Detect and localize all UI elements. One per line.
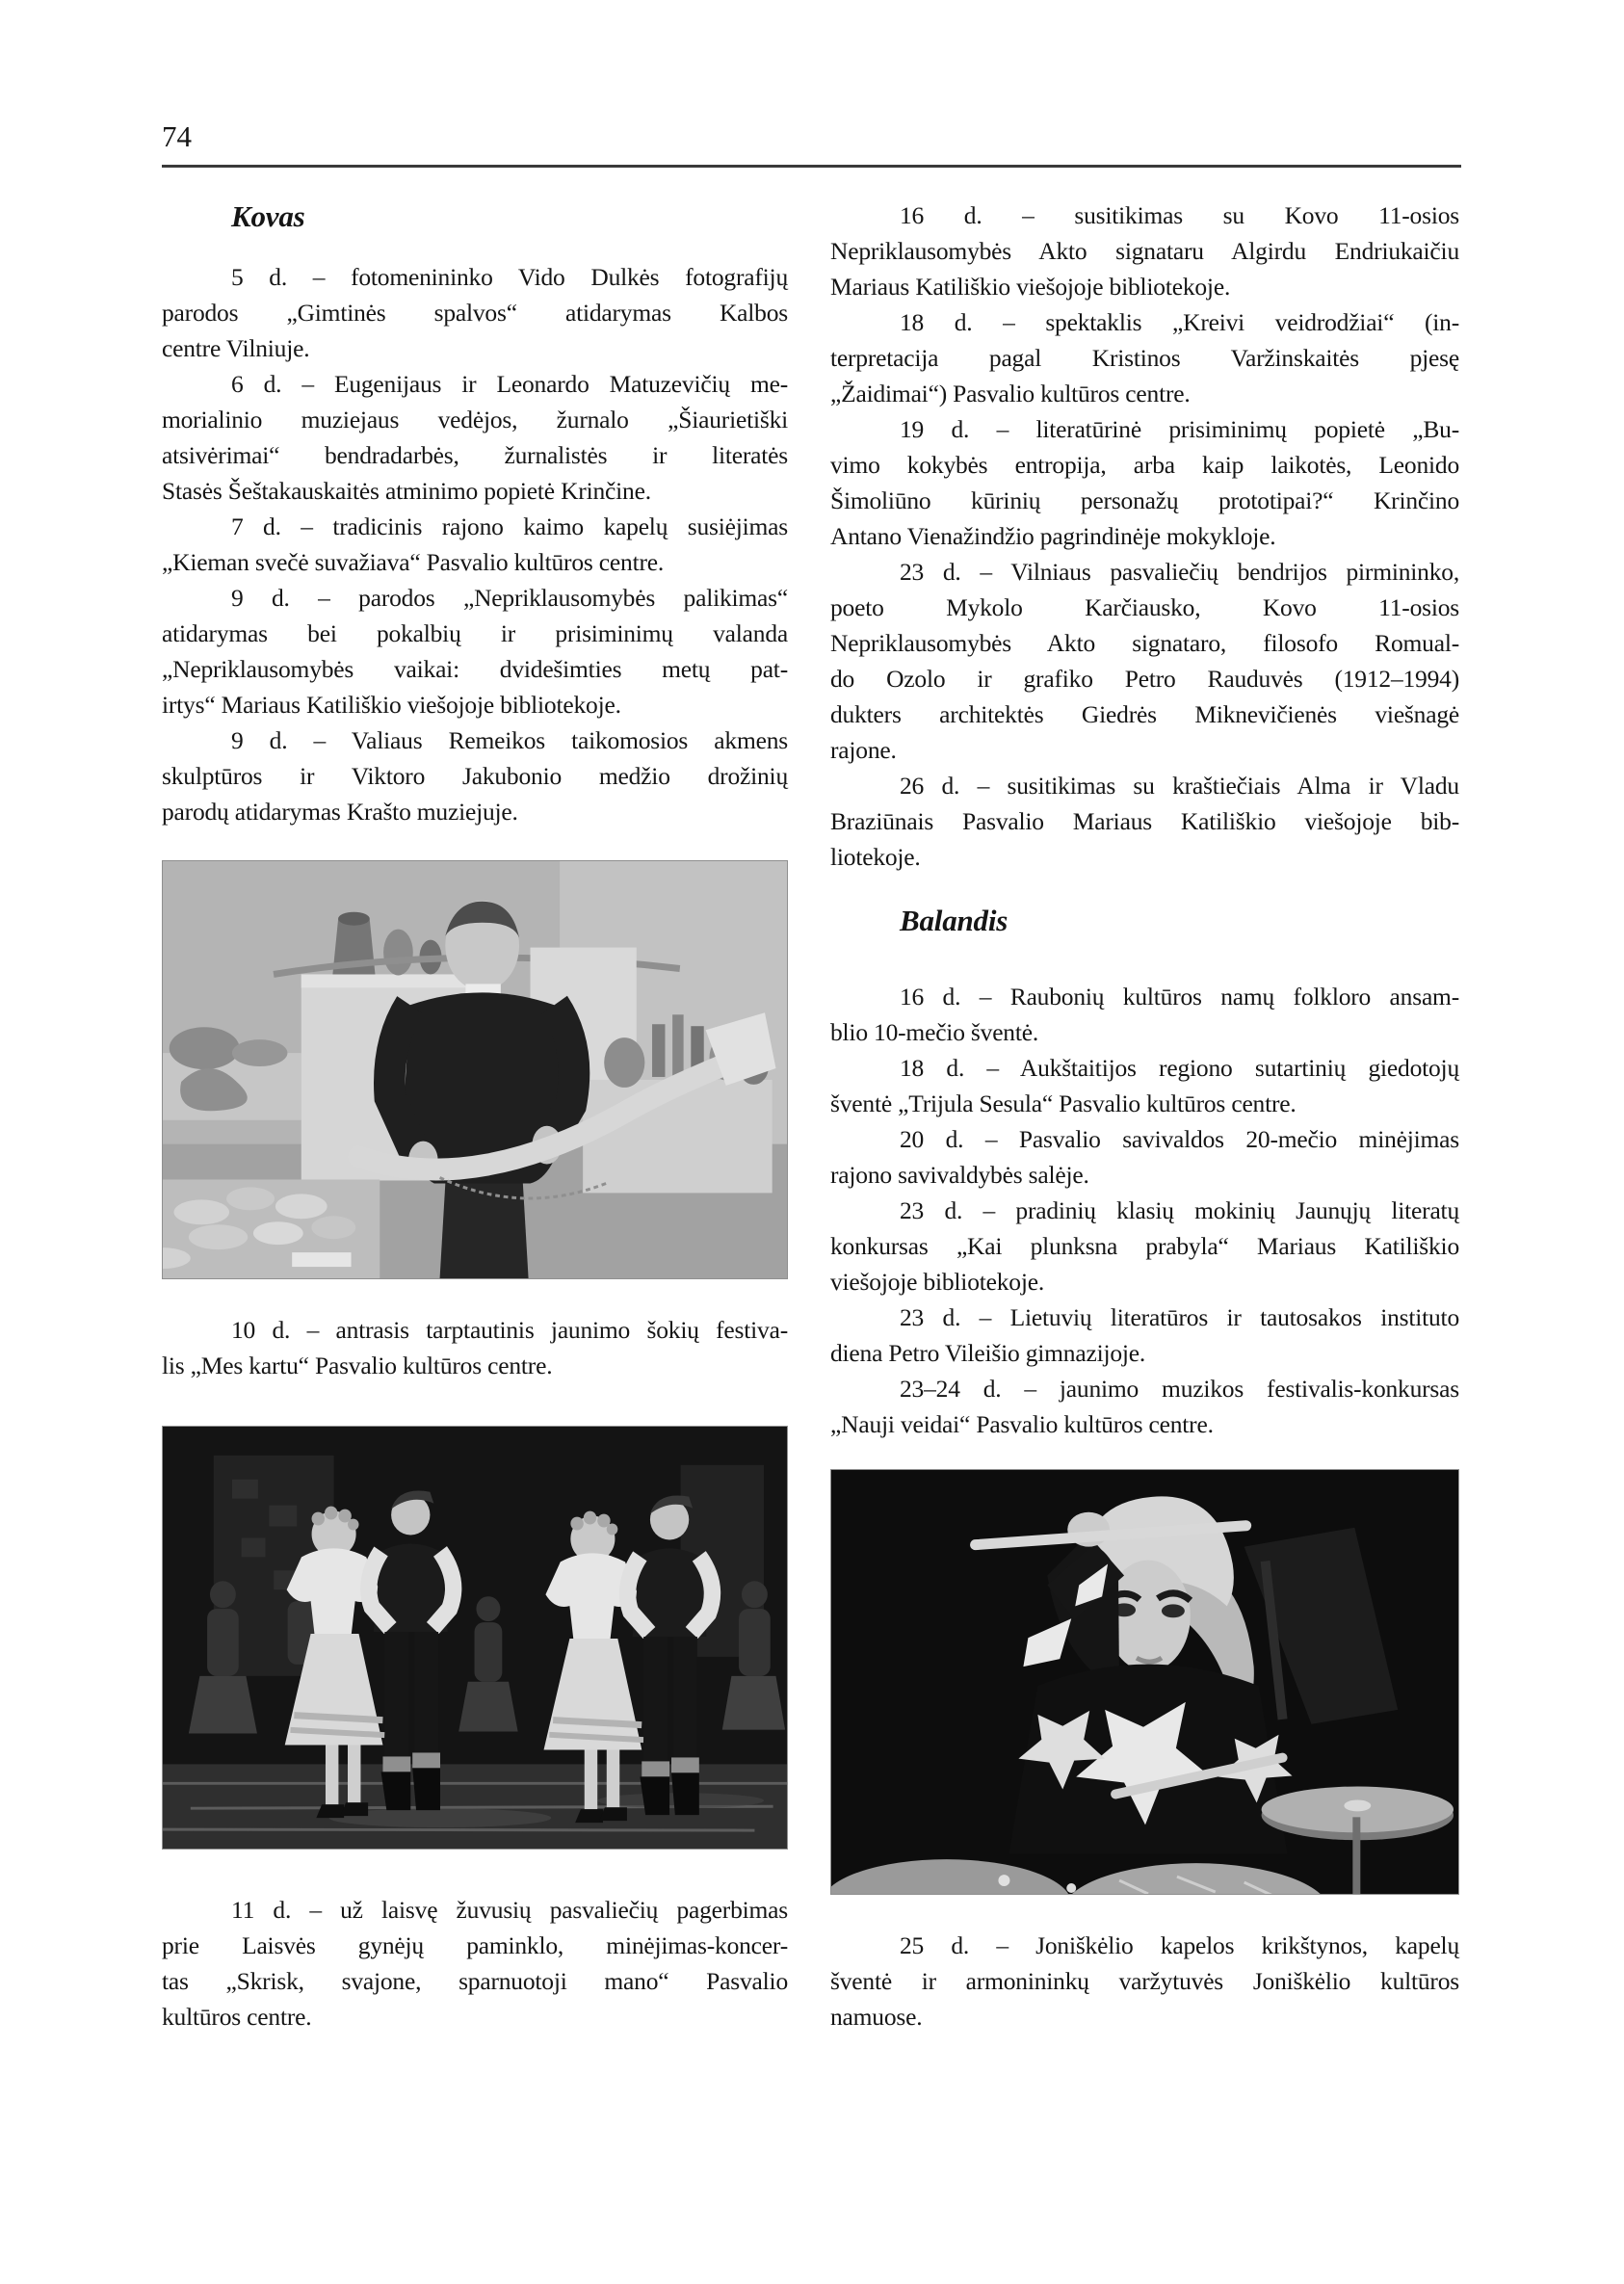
text-line: rajone. xyxy=(830,736,897,764)
text-line: 9 d. – Valiaus Remeikos taikomosios akmens xyxy=(231,726,788,754)
text-line: parodos „Gimtinės spalvos“ atidarymas Kalbos xyxy=(162,299,788,327)
paragraph xyxy=(162,722,788,829)
paragraph xyxy=(162,509,788,580)
paragraph xyxy=(162,259,788,366)
text-line: atsivėrimai“ bendradarbės, žurnalistės ir literatės xyxy=(162,441,788,469)
photo-museum-man-with-horn xyxy=(162,860,788,1279)
text-line: 6 d. – Eugenijaus ir Leonardo Matuzevičių me- xyxy=(231,370,788,398)
text-line: irtys“ Mariaus Katiliškio viešojoje bibliotekoje. xyxy=(162,691,621,719)
text-line: kultūros centre. xyxy=(162,2003,312,2031)
text-line: 23 d. – Lietuvių literatūros ir tautosakos instituto xyxy=(900,1303,1459,1331)
text-line: viešojoje bibliotekoje. xyxy=(830,1268,1045,1296)
paragraph xyxy=(162,1312,788,1383)
paragraph xyxy=(830,411,1459,554)
paragraph xyxy=(830,1193,1459,1300)
text-line: terpretacija pagal Kristinos Varžinskaitės pjesę xyxy=(830,344,1459,372)
paragraph xyxy=(830,304,1459,411)
text-line: 25 d. – Joniškėlio kapelos krikštynos, kapelų xyxy=(900,1931,1459,1959)
right-column xyxy=(830,197,1459,2035)
paragraph xyxy=(830,1300,1459,1371)
paragraph xyxy=(830,979,1459,1050)
text-line: 26 d. – susitikimas su kraštiečiais Alma ir Vladu xyxy=(900,772,1459,800)
paragraph xyxy=(830,197,1459,304)
paragraph xyxy=(830,1050,1459,1121)
text-line: 11 d. – už laisvę žuvusių pasvaliečių pagerbimas xyxy=(231,1896,788,1924)
text-line: tas „Skrisk, svajone, sparnuotoji mano“ Pasvalio xyxy=(162,1967,788,1995)
text-line: „Nepriklausomybės vaikai: dvidešimties metų pat- xyxy=(162,655,788,683)
text-line: rajono savivaldybės salėje. xyxy=(830,1161,1089,1189)
text-line: Šimoliūno kūrinių personažų prototipai?“ Krinčino xyxy=(830,486,1459,514)
text-line: šventė „Trijula Sesula“ Pasvalio kultūros centre. xyxy=(830,1089,1297,1117)
text-line: Mariaus Katiliškio viešojoje bibliotekoje. xyxy=(830,273,1231,301)
text-line: Braziūnais Pasvalio Mariaus Katiliškio viešojoje bib- xyxy=(830,807,1459,835)
text-line: blio 10-mečio šventė. xyxy=(830,1018,1039,1046)
text-line: Antano Vienažindžio pagrindinėje mokykloje. xyxy=(830,522,1276,550)
photo-image xyxy=(831,1470,1458,1894)
text-line: „Žaidimai“) Pasvalio kultūros centre. xyxy=(830,380,1191,407)
text-line: Stasės Šeštakauskaitės atminimo popietė Krinčine. xyxy=(162,477,651,505)
text-line: 16 d. – susitikimas su Kovo 11-osios xyxy=(900,201,1459,229)
text-line: morialinio muziejaus vedėjos, žurnalo „Šiaurietiški xyxy=(162,406,788,433)
page-number: 74 xyxy=(162,119,192,153)
text-line: 23 d. – Vilniaus pasvaliečių bendrijos pirmininko, xyxy=(900,558,1459,586)
photo-image xyxy=(163,861,787,1278)
paragraph xyxy=(830,1121,1459,1193)
section-heading-balandis: Balandis xyxy=(900,904,1008,937)
text-line: prie Laisvės gynėjų paminklo, minėjimas-koncer- xyxy=(162,1931,788,1959)
paragraph xyxy=(162,580,788,722)
photo-folk-dancers xyxy=(162,1426,788,1850)
section-heading-kovas: Kovas xyxy=(231,199,305,233)
text-line: 16 d. – Raubonių kultūros namų folkloro ansam- xyxy=(900,983,1459,1011)
text-line: 18 d. – Aukštaitijos regiono sutartinių giedotojų xyxy=(900,1054,1459,1082)
text-line: 23 d. – pradinių klasių mokinių Jaunųjų literatų xyxy=(900,1196,1459,1224)
text-line: 10 d. – antrasis tarptautinis jaunimo šokių festiva- xyxy=(231,1316,788,1344)
text-line: vimo kokybės entropija, arba kaip laikotės, Leonido xyxy=(830,451,1459,479)
text-line: centre Vilniuje. xyxy=(162,334,310,362)
photo-drummer-girl xyxy=(830,1469,1459,1895)
photo-image xyxy=(163,1427,787,1849)
paragraph xyxy=(830,1928,1459,2035)
text-line: 19 d. – literatūrinė prisiminimų popietė „Bu- xyxy=(900,415,1459,443)
text-line: do Ozolo ir grafiko Petro Rauduvės (1912–1994) xyxy=(830,665,1459,693)
text-line: Nepriklausomybės Akto signataro, filosofo Romual- xyxy=(830,629,1459,657)
text-line: 20 d. – Pasvalio savivaldos 20-mečio minėjimas xyxy=(900,1125,1459,1153)
text-line: atidarymas bei pokalbių ir prisiminimų valanda xyxy=(162,619,788,647)
text-line: konkursas „Kai plunksna prabyla“ Mariaus Katiliškio xyxy=(830,1232,1459,1260)
text-line: 5 d. – fotomenininko Vido Dulkės fotografijų xyxy=(231,263,788,291)
left-column xyxy=(162,197,788,2035)
text-line: dukters architektės Giedrės Miknevičienės viešnagė xyxy=(830,700,1459,728)
text-line: 18 d. – spektaklis „Kreivi veidrodžiai“ (in- xyxy=(900,308,1459,336)
paragraph xyxy=(830,768,1459,875)
text-line: poeto Mykolo Karčiausko, Kovo 11-osios xyxy=(830,593,1459,621)
text-line: diena Petro Vileišio gimnazijoje. xyxy=(830,1339,1146,1367)
paragraph xyxy=(162,1892,788,2035)
text-line: 23–24 d. – jaunimo muzikos festivalis-konkursas xyxy=(900,1375,1459,1403)
text-line: „Nauji veidai“ Pasvalio kultūros centre. xyxy=(830,1410,1214,1438)
header-rule xyxy=(162,165,1461,168)
text-line: lis „Mes kartu“ Pasvalio kultūros centre. xyxy=(162,1352,553,1379)
text-line: 7 d. – tradicinis rajono kaimo kapelų susiėjimas xyxy=(231,512,788,540)
paragraph xyxy=(830,1371,1459,1442)
text-line: parodų atidarymas Krašto muziejuje. xyxy=(162,798,518,826)
text-line: liotekoje. xyxy=(830,843,921,871)
text-line: 9 d. – parodos „Nepriklausomybės palikimas“ xyxy=(231,584,788,612)
text-line: „Kieman svečė suvažiava“ Pasvalio kultūros centre. xyxy=(162,548,665,576)
text-line: šventė ir armonininkų varžytuvės Joniškėlio kultūros xyxy=(830,1967,1459,1995)
paragraph xyxy=(162,366,788,509)
text-line: Nepriklausomybės Akto signataru Algirdu Endriukaičiu xyxy=(830,237,1459,265)
paragraph xyxy=(830,554,1459,768)
text-line: namuose. xyxy=(830,2003,923,2031)
text-line: skulptūros ir Viktoro Jakubonio medžio drožinių xyxy=(162,762,788,790)
